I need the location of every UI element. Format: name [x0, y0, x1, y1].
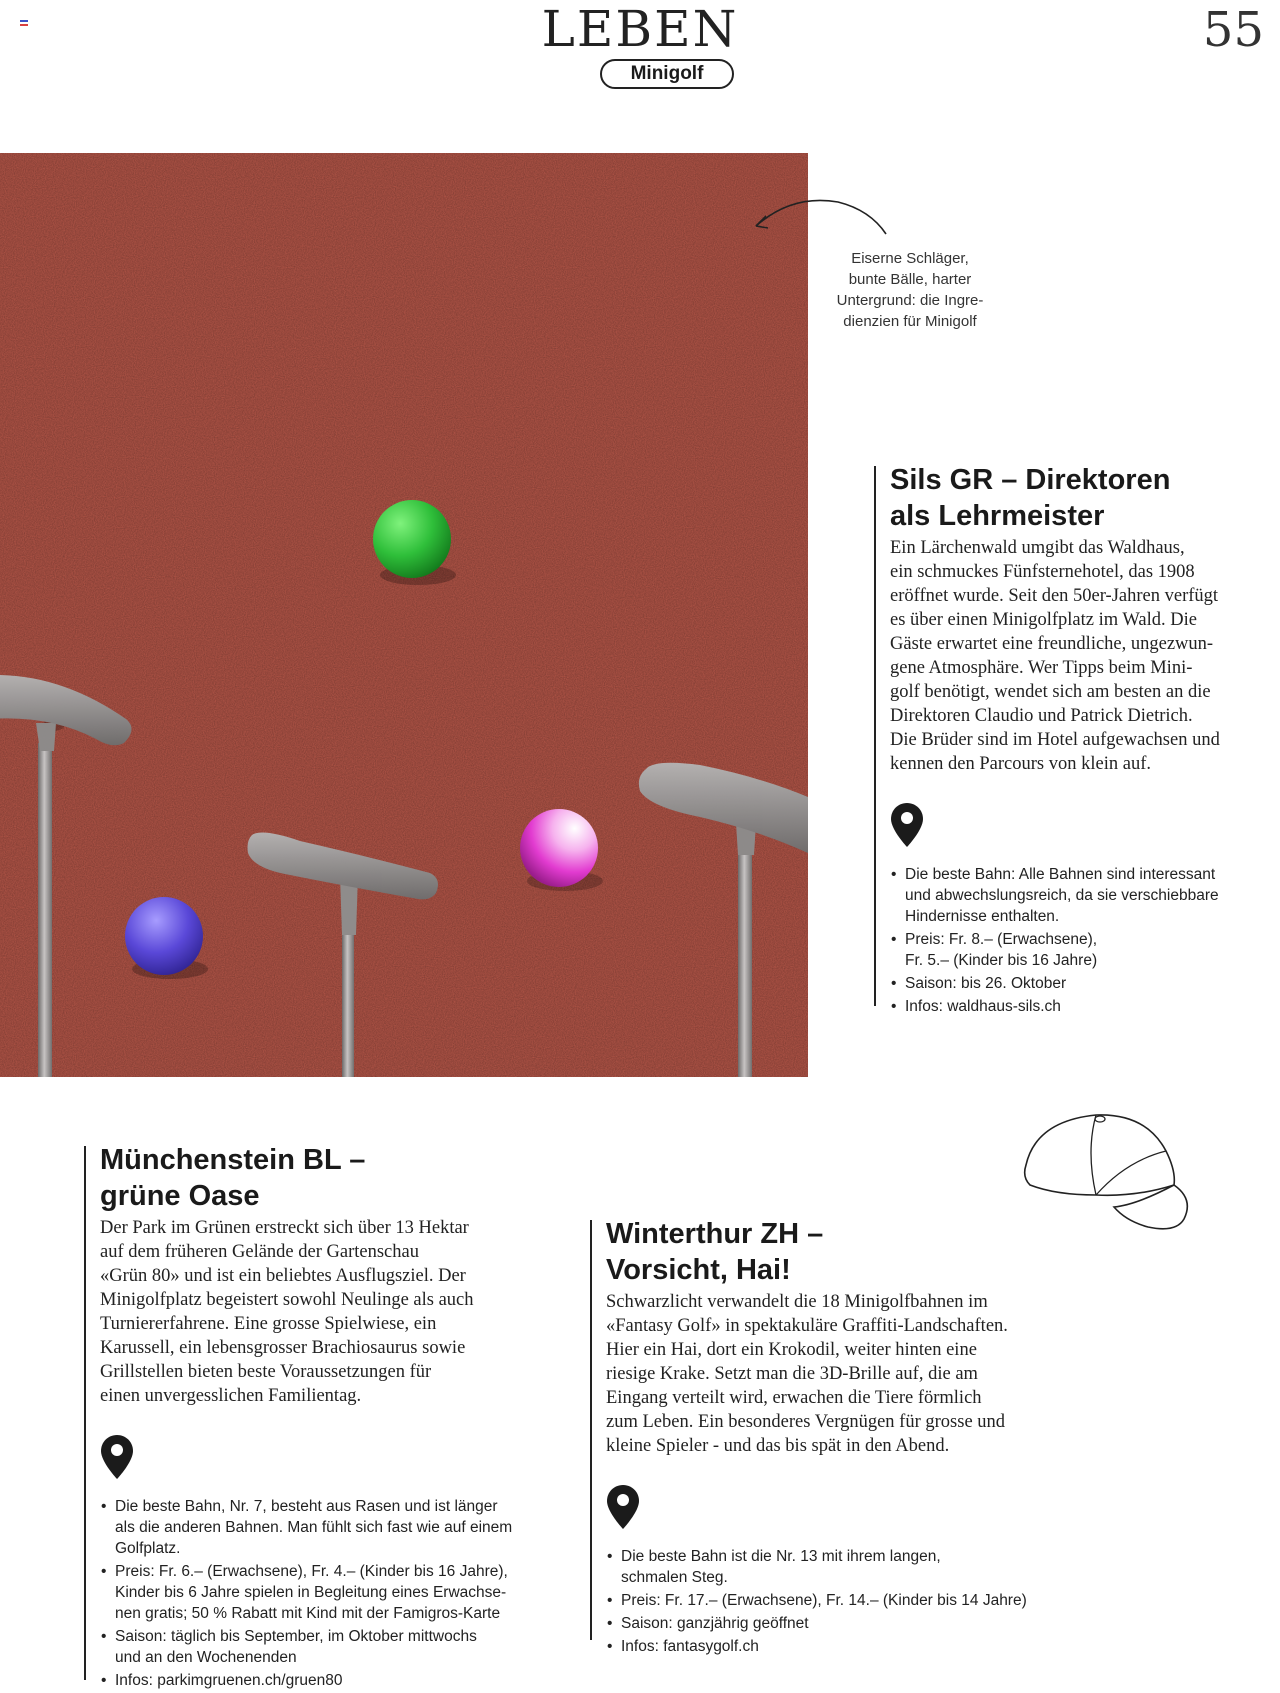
fact-item: • Infos: waldhaus-sils.ch — [890, 996, 1280, 1017]
winterthur-facts — [606, 1546, 1086, 1657]
fact-item: • Saison: täglich bis September, im Oktober mittwochs und an den Wochenenden — [100, 1626, 570, 1668]
caption-arrow-icon — [752, 196, 902, 246]
fact-item: • Infos: fantasygolf.ch — [606, 1636, 1086, 1657]
location-pin-icon — [100, 1434, 134, 1480]
photo-caption: Eiserne Schläger, bunte Bälle, harter Untergrund: die Ingre- dienzien für Minigolf — [836, 250, 984, 330]
article-muenchenstein — [100, 1142, 570, 1693]
article-winterthur — [606, 1216, 1086, 1659]
fact-item: • Saison: bis 26. Oktober — [890, 973, 1280, 994]
topic-badge: Minigolf — [600, 59, 734, 89]
fact-item: • Preis: Fr. 6.– (Erwachsene), Fr. 4.– (Kinder bis 16 Jahre), Kinder bis 6 Jahre spielen in Begleitung eines Erwachse- nen gratis; 50 % Rabatt mit Kind mit der Famigros-Karte — [100, 1561, 570, 1624]
winterthur-title: Winterthur ZH – Vorsicht, Hai! — [606, 1218, 824, 1286]
fact-item: • Die beste Bahn, Nr. 7, besteht aus Rasen und ist länger als die anderen Bahnen. Man fühlt sich fast wie auf einem Golfplatz. — [100, 1496, 570, 1559]
fact-item: • Infos: parkimgruenen.ch/gruen80 — [100, 1670, 570, 1691]
fact-item: • Die beste Bahn ist die Nr. 13 mit ihrem langen, schmalen Steg. — [606, 1546, 1086, 1588]
fact-item: • Preis: Fr. 17.– (Erwachsene), Fr. 14.– (Kinder bis 14 Jahre) — [606, 1590, 1086, 1611]
location-pin-icon — [606, 1484, 640, 1530]
fact-item: • Saison: ganzjährig geöffnet — [606, 1613, 1086, 1634]
section-title: LEBEN — [541, 0, 739, 58]
article-sils — [890, 462, 1280, 1019]
page-number: 55 — [1202, 2, 1264, 58]
minigolf-photo — [0, 153, 808, 1077]
muenchenstein-body: Der Park im Grünen erstreckt sich über 13 Hektar auf dem früheren Gelände der Gartenschau «Grün 80» und ist ein beliebtes Ausflugsziel. Der Minigolfplatz begeistert sowohl Neulinge als auch Turniererfahrene. Eine grosse Spielwiese, ein Karussell, ein lebensgrosser Brachiosaurus sowie Grillstellen bieten beste Voraussetzungen für einen unvergesslichen Familientag. — [100, 1218, 474, 1406]
sils-title: Sils GR – Direktoren als Lehrmeister — [890, 464, 1171, 532]
sils-facts — [890, 864, 1280, 1017]
location-pin-icon — [890, 802, 924, 848]
fact-item: • Die beste Bahn: Alle Bahnen sind interessant und abwechslungsreich, da sie verschiebbare Hindernisse enthalten. — [890, 864, 1280, 927]
sils-body: Ein Lärchenwald umgibt das Waldhaus, ein schmuckes Fünfsternehotel, das 1908 eröffnet wurde. Seit den 50er-Jahren verfügt es über einen Minigolfplatz im Wald. Die Gäste erwartet eine freundliche, ungezwun- gene Atmosphäre. Wer Tipps beim Mini- golf benötigt, wendet sich am besten an die Direktoren Claudio und Patrick Dietrich. Die Brüder sind im Hotel aufgewachsen und kennen den Parcours von klein auf. — [890, 538, 1220, 774]
winterthur-body: Schwarzlicht verwandelt die 18 Minigolfbahnen im «Fantasy Golf» in spektakuläre Graffiti-Landschaften. Hier ein Hai, dort ein Krokodil, weiter hinten eine riesige Krake. Setzt man die 3D-Brille auf, die am Eingang verteilt wird, erwachen die Tiere förmlich zum Leben. Ein besonderes Vergnügen für grosse und kleine Spieler - und das bis spät in den Abend. — [606, 1292, 1008, 1456]
muenchenstein-divider — [84, 1146, 86, 1680]
sils-divider — [874, 466, 876, 1006]
winterthur-divider — [590, 1220, 592, 1640]
fact-item: • Preis: Fr. 8.– (Erwachsene), Fr. 5.– (Kinder bis 16 Jahre) — [890, 929, 1280, 971]
muenchenstein-facts — [100, 1496, 570, 1691]
muenchenstein-title: Münchenstein BL – grüne Oase — [100, 1144, 366, 1212]
